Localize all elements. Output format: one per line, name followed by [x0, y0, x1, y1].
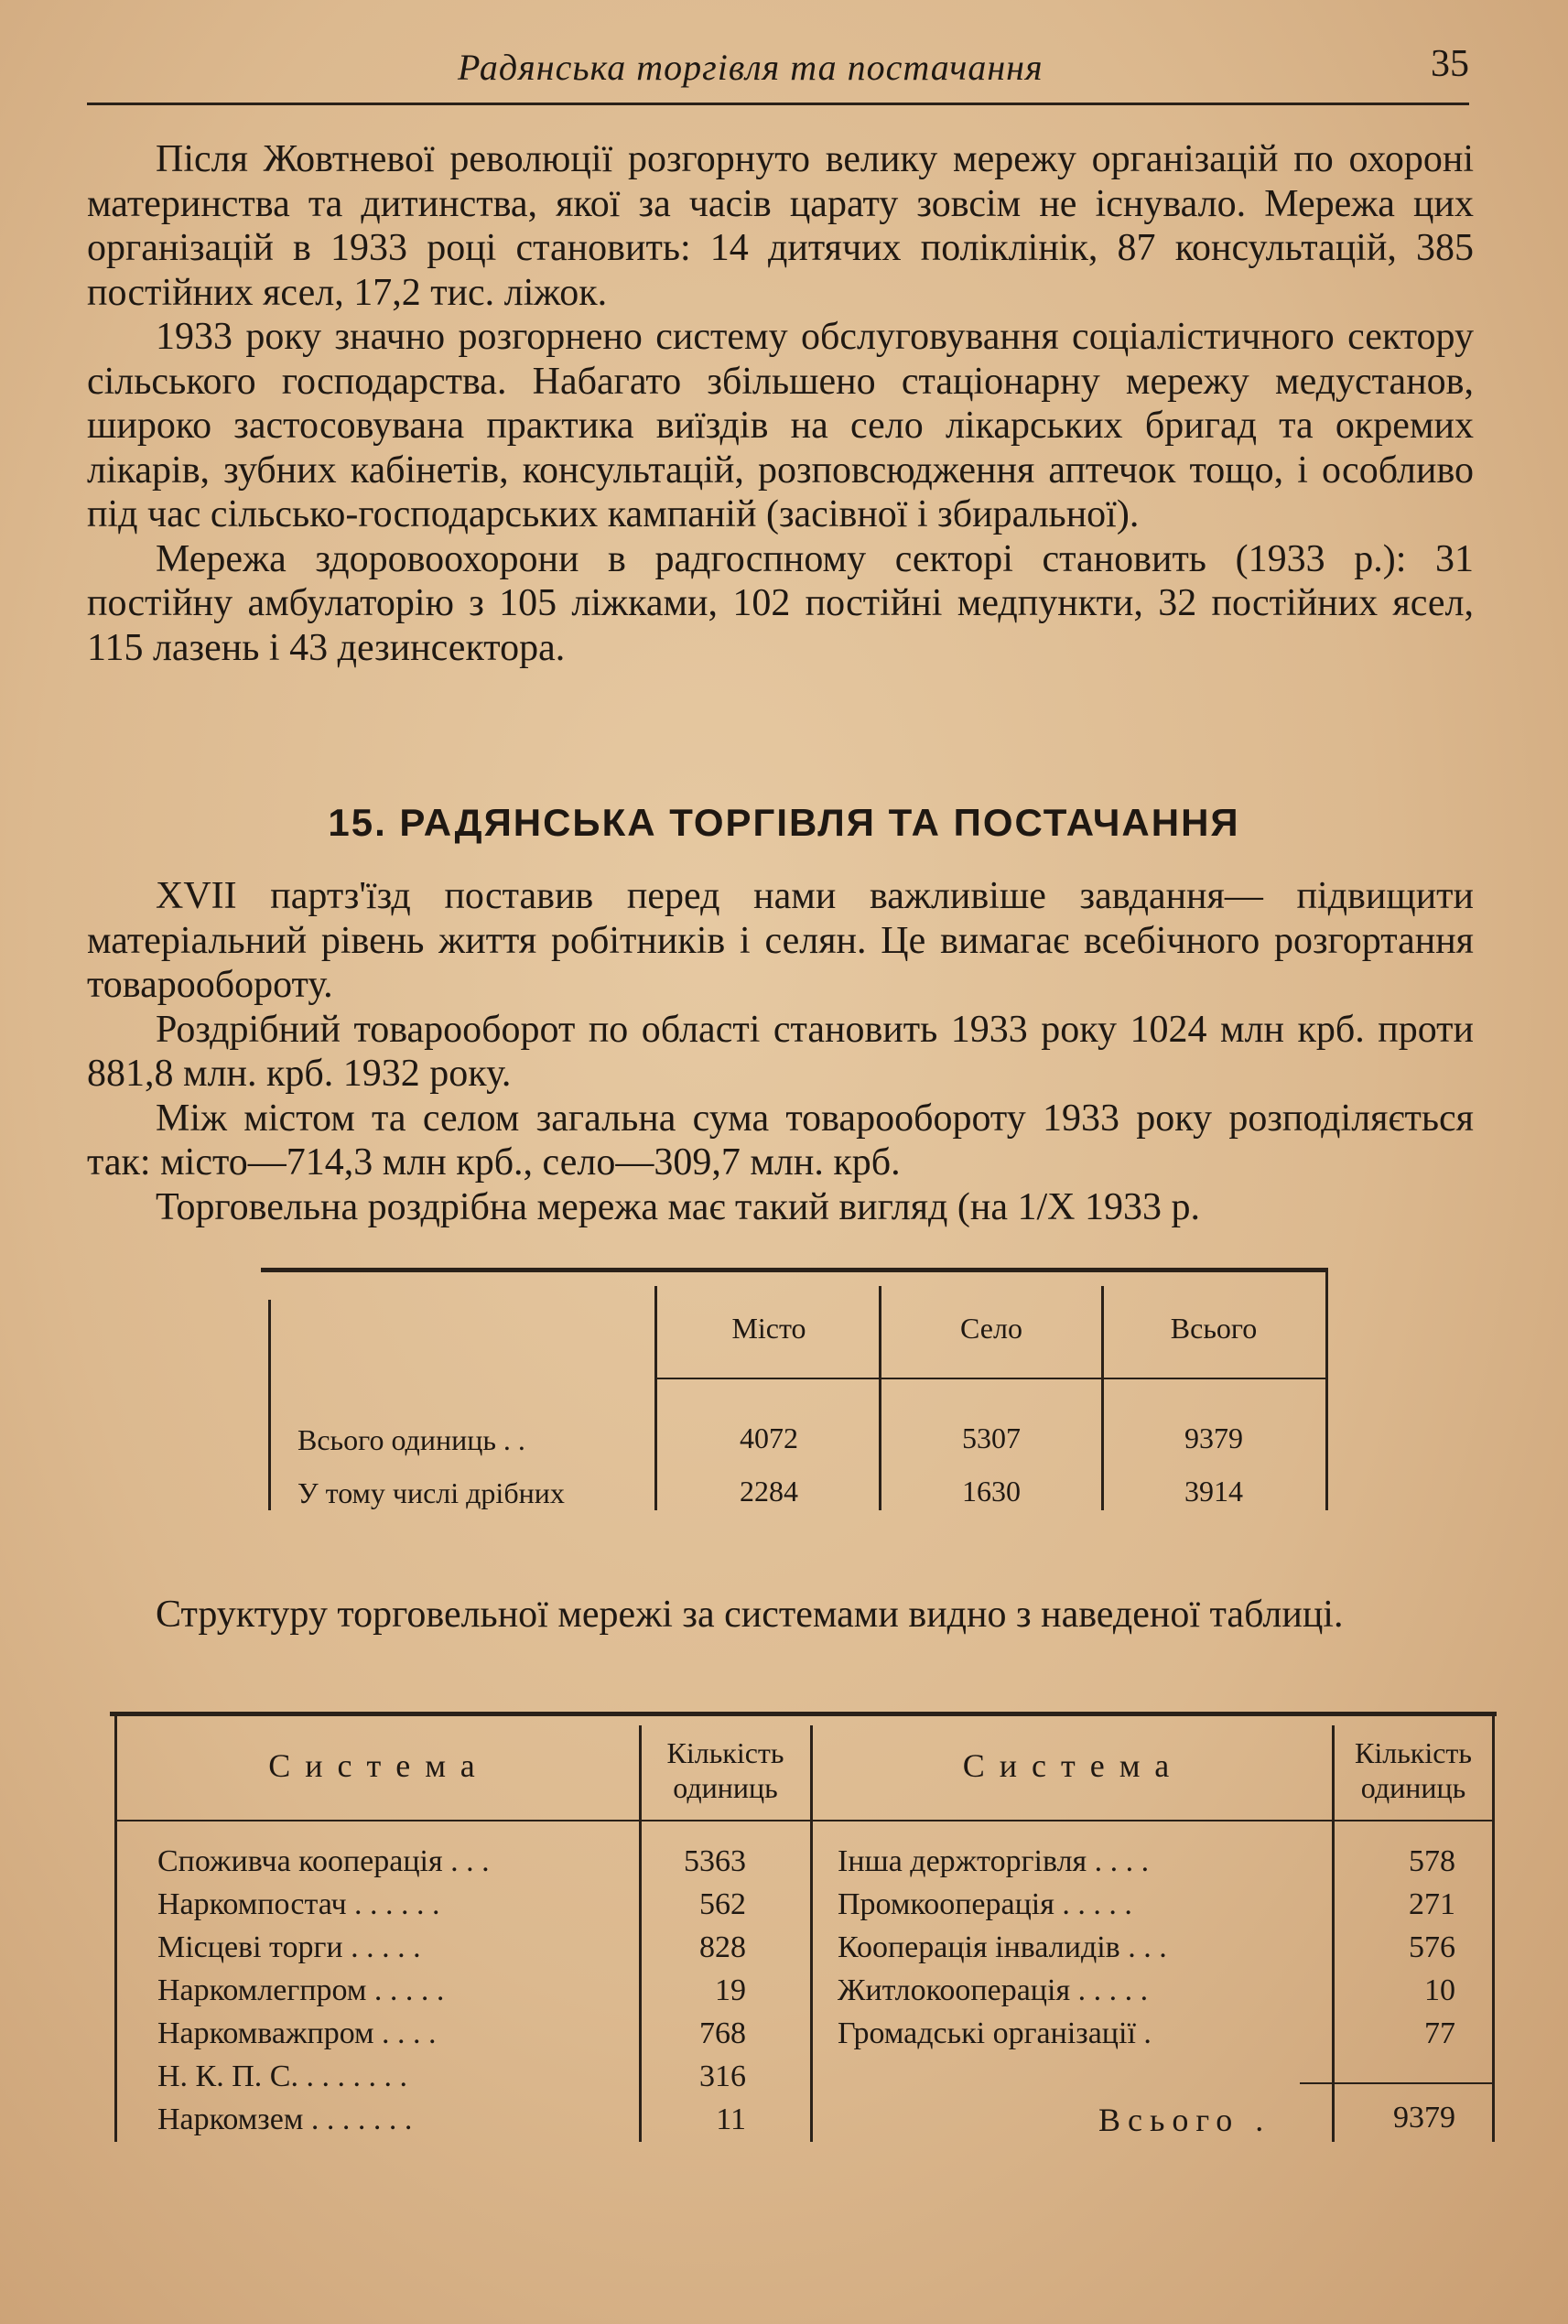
system-count: 5363 — [684, 1844, 746, 1878]
total-label: Всього . — [1098, 2102, 1271, 2138]
system-count: 768 — [699, 2016, 746, 2050]
table-cell: 5307 — [962, 1421, 1021, 1454]
system-count: 578 — [1409, 1844, 1455, 1878]
paragraph: Між містом та селом загальна сума товарообороту 1933 року розподіляється так: місто—714,3 млн крб., село—309,7 млн. крб. — [87, 1097, 1474, 1184]
column-header-count — [641, 1735, 810, 1805]
table-rule — [1300, 2082, 1494, 2084]
system-name: Інша держторгівля . . . . — [838, 1844, 1150, 1878]
system-name: Місцеві торги . . . . . — [157, 1930, 421, 1964]
system-name: Споживча кооперація . . . — [157, 1844, 490, 1878]
system-name: Наркомлегпром . . . . . — [157, 1973, 445, 2007]
system-count: 77 — [1424, 2016, 1455, 2050]
column-header-count-right — [1335, 1735, 1492, 1805]
paragraph: Роздрібний товарооборот по області становить 1933 року 1024 млн крб. проти 881,8 млн. крб. 1932 року. — [87, 1008, 1474, 1095]
header-line: Кількість — [1354, 1736, 1472, 1769]
system-name: Наркомпостач . . . . . . — [157, 1887, 440, 1921]
column-header-village: Село — [960, 1312, 1022, 1345]
table-cell: 4072 — [740, 1421, 798, 1454]
table-cell: 1630 — [962, 1475, 1021, 1508]
trade-systems-table — [110, 1712, 1501, 2151]
text-block-trade — [87, 874, 1474, 1229]
table-rule — [114, 1712, 117, 2142]
table-cell: 9379 — [1184, 1421, 1243, 1454]
column-header-city: Місто — [731, 1312, 806, 1345]
running-title: Радянська торгівля та постачання — [458, 47, 1044, 88]
paragraph: Структуру торговельної мережі за системами видно з наведеної таблиці. — [156, 1594, 1344, 1636]
table-rule — [810, 1725, 813, 2142]
system-name: Наркомважпром . . . . — [157, 2016, 437, 2050]
header-line: одиниць — [1360, 1771, 1466, 1804]
system-count: 11 — [716, 2102, 746, 2136]
table-rule — [114, 1820, 1492, 1821]
table-rule — [654, 1378, 1327, 1379]
table-rule — [1492, 1712, 1495, 2142]
system-count: 828 — [699, 1930, 746, 1964]
paragraph: Мережа здоровоохорони в радгоспному секторі становить (1933 р.): 31 постійну амбулаторію з 105 ліжками, 102 постійні медпункти, 32 постійних ясел, 115 лазень і 43 дезинсектора. — [87, 537, 1474, 669]
column-header-system-right: Система — [962, 1747, 1184, 1784]
system-count: 10 — [1424, 1973, 1455, 2007]
row-label: Всього одиниць . . — [297, 1423, 525, 1456]
row-label: У тому числі дрібних — [297, 1476, 565, 1509]
header-line: Кількість — [666, 1736, 784, 1769]
table-rule — [268, 1300, 271, 1510]
table-rule — [654, 1286, 657, 1510]
system-name: Житлокооперація . . . . . — [838, 1973, 1149, 2007]
table-rule — [261, 1268, 1327, 1272]
column-header-system: Система — [268, 1747, 490, 1784]
system-name: Промкооперація . . . . . — [838, 1887, 1132, 1921]
section-heading: 15. РАДЯНСЬКА ТОРГІВЛЯ ТА ПОСТАЧАННЯ — [328, 801, 1240, 844]
system-count: 271 — [1409, 1887, 1455, 1921]
system-name: Н. К. П. С. . . . . . . . — [157, 2059, 407, 2093]
paragraph: Після Жовтневої революції розгорнуто велику мережу організацій по охороні материнства та дитинства, якої за часів царату зовсім не існувало. Мережа цих організацій в 1933 році становить: 14 дитячих поліклінік, 87 консультацій, 385 постійних ясел, 17,2 тис. ліжок. — [87, 138, 1474, 314]
paragraph: Торговельна роздрібна мережа має такий вигляд (на 1/X 1933 р. — [156, 1185, 1200, 1228]
column-header-total: Всього — [1170, 1312, 1258, 1345]
table-cell: 2284 — [740, 1475, 798, 1508]
paragraph: 1933 року значно розгорнено систему обслуговування соціалістичного сектору сільського господарства. Набагато збільшено стаціонарну мережу медустанов, широко застосовувана практика виїздів на село лікарських бригад та окремих лікарів, зубних кабінетів, консультацій, розповсюдження аптечок тощо, і особливо під час сільсько-господарських кампаній (засівної і збиральної). — [87, 316, 1474, 535]
page-number: 35 — [1431, 43, 1469, 85]
table-rule — [110, 1712, 1497, 1716]
system-count: 316 — [699, 2059, 746, 2093]
page-header — [87, 37, 1469, 105]
table-cell: 3914 — [1184, 1475, 1243, 1508]
text-block-structure — [87, 1593, 1474, 1638]
system-name: Наркомзем . . . . . . . — [157, 2102, 413, 2136]
system-count: 576 — [1409, 1930, 1455, 1964]
header-line: одиниць — [673, 1771, 778, 1804]
total-value: 9379 — [1393, 2101, 1455, 2135]
paragraph: XVII партз'їзд поставив перед нами важливіше завдання— підвищити матеріальний рівень життя робітників і селян. Це вимагає всебічного розгортання товарообороту. — [87, 875, 1474, 1006]
text-block-health — [87, 137, 1474, 670]
system-name: Кооперація інвалидів . . . — [838, 1930, 1167, 1964]
system-count: 562 — [699, 1887, 746, 1921]
system-count: 19 — [715, 1973, 746, 2007]
system-name: Громадські організації . — [838, 2016, 1152, 2050]
retail-network-table — [261, 1268, 1336, 1524]
table-rule — [1325, 1268, 1328, 1510]
